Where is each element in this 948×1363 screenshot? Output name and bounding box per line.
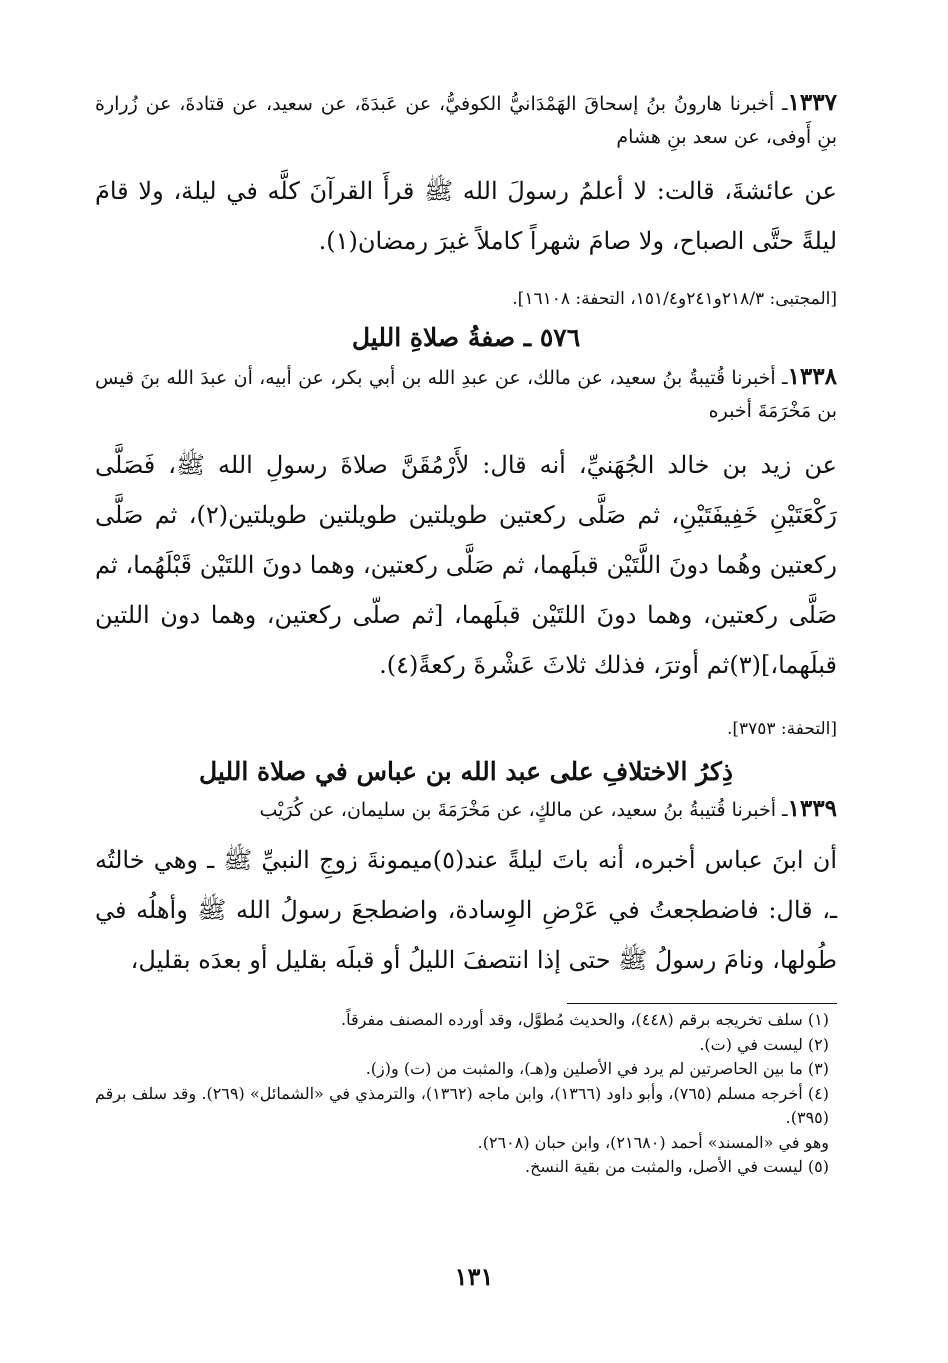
- takhrij-reference: [المجتبى: ٢١٨/٣و٢٤١و١٥١/٤، التحفة: ١٦١٠٨].: [512, 289, 837, 309]
- footnote: (٤) أخرجه مسلم (٧٦٥)، وأبو داود (١٣٦٦)، وابن ماجه (١٣٦٢)، والترمذي في «الشمائل» (٢٦٩). وقد سلف برقم (٣٩٥).: [95, 1083, 829, 1127]
- footnote: وهو في «المسند» أحمد (٢١٦٨٠)، وابن حبان (٢٦٠٨).: [477, 1132, 829, 1152]
- footnote: (٥) ليست في الأصل، والمثبت من بقية النسخ.: [525, 1157, 829, 1176]
- book-page: [95, 80, 837, 1180]
- footnote: (٢) ليست في (ت).: [699, 1034, 829, 1054]
- isnad-text: ـ أخبرنا قُتيبةُ بنُ سعيد، عن مالكٍ، عن مَخْرَمَةَ بن سليمان، عن كُرَيْب: [259, 799, 788, 821]
- hadith-isnad: [95, 86, 837, 154]
- hadith-matn: عن زيد بن خالد الجُهَنيِّ، أنه قال: لأَرْمُقَنَّ صلاةَ رسولِ الله ﷺ، فَصَلَّى رَكْعَتَيْنِ خَفِيفَتَيْنِ، ثم صَلَّى ركعتين طويلتين طويلتين طويلتين(٢)، ثم صَلَّى ركعتين وهُما دونَ اللَّتَيْن قبلَهما، ثم صَلَّى ركعتين، وهما دونَ اللتَيْن قَبْلَهُما، ثم صَلَّى ركعتين، وهما دونَ اللتَيْن قبلَهما، [ثم صلّى ركعتين، وهما دون اللتين قبلَهما،](٣)ثم أوترَ، فذلك ثلاثَ عَشْرةَ ركعةً(٤).: [95, 451, 838, 679]
- chapter-title: ٥٧٦ ـ صفةُ صلاةِ الليل: [351, 323, 581, 352]
- page-number: ١٣١: [454, 1262, 494, 1291]
- hadith-matn: أن ابنَ عباس أخبره، أنه باتَ ليلةً عند(٥)ميمونةَ زوجِ النبيِّ ﷺ ـ وهي خالتُه ـ، قال: فاضطجعتُ في عَرْضِ الوِسادة، واضطجعَ رسولُ الله ﷺ وأهلُه في طُولها، ونامَ رسولُ ﷺ حتى إذا انتصفَ الليلُ أو قبلَه بقليل أو بعدَه بقليل،: [95, 846, 838, 974]
- footnote: (١) سلف تخريجه برقم (٤٤٨)، والحديث مُطوَّل، وقد أورده المصنف مفرقاً.: [341, 1010, 829, 1029]
- hadith-matn: عن عائشةَ، قالت: لا أعلمُ رسولَ الله ﷺ قرأَ القرآنَ كلَّه في ليلة، ولا قامَ ليلةً حتَّى الصباح، ولا صامَ شهراً كاملاً غيرَ رمضان(١).: [95, 177, 837, 255]
- hadith-number: ١٣٣٩: [787, 795, 837, 822]
- footnote: (٣) ما بين الحاصرتين لم يرد في الأصلين و(هـ)، والمثبت من (ت) و(ز).: [365, 1059, 829, 1078]
- hadith-number: ١٣٣٧: [787, 89, 837, 116]
- isnad-text: ـ أخبرنا قُتيبةُ بنُ سعيد، عن مالك، عن عبدِ الله بن أبي بكر، عن أبيه، أن عبدَ الله بنَ قيس بن مَخْرَمَةَ أخبره: [95, 367, 837, 422]
- hadith-isnad: [95, 360, 837, 428]
- takhrij-reference: [التحفة: ٣٧٥٣].: [726, 719, 837, 739]
- footnotes: [95, 1008, 837, 1180]
- isnad-text: ـ أخبرنا هارونُ بنُ إسحاقَ الهَمْدَانيُّ الكوفيُّ، عن عَبدَةَ، عن سعيد، عن قتادةَ، عن زُرارة بنِ أَوفى، عن سعد بنِ هشام: [95, 93, 837, 148]
- footnote-separator: [567, 1003, 837, 1004]
- chapter-title: ذِكرُ الاختلافِ على عبد الله بن عباس في صلاة الليل: [199, 757, 733, 786]
- hadith-number: ١٣٣٨: [787, 363, 837, 390]
- hadith-isnad: [95, 792, 837, 827]
